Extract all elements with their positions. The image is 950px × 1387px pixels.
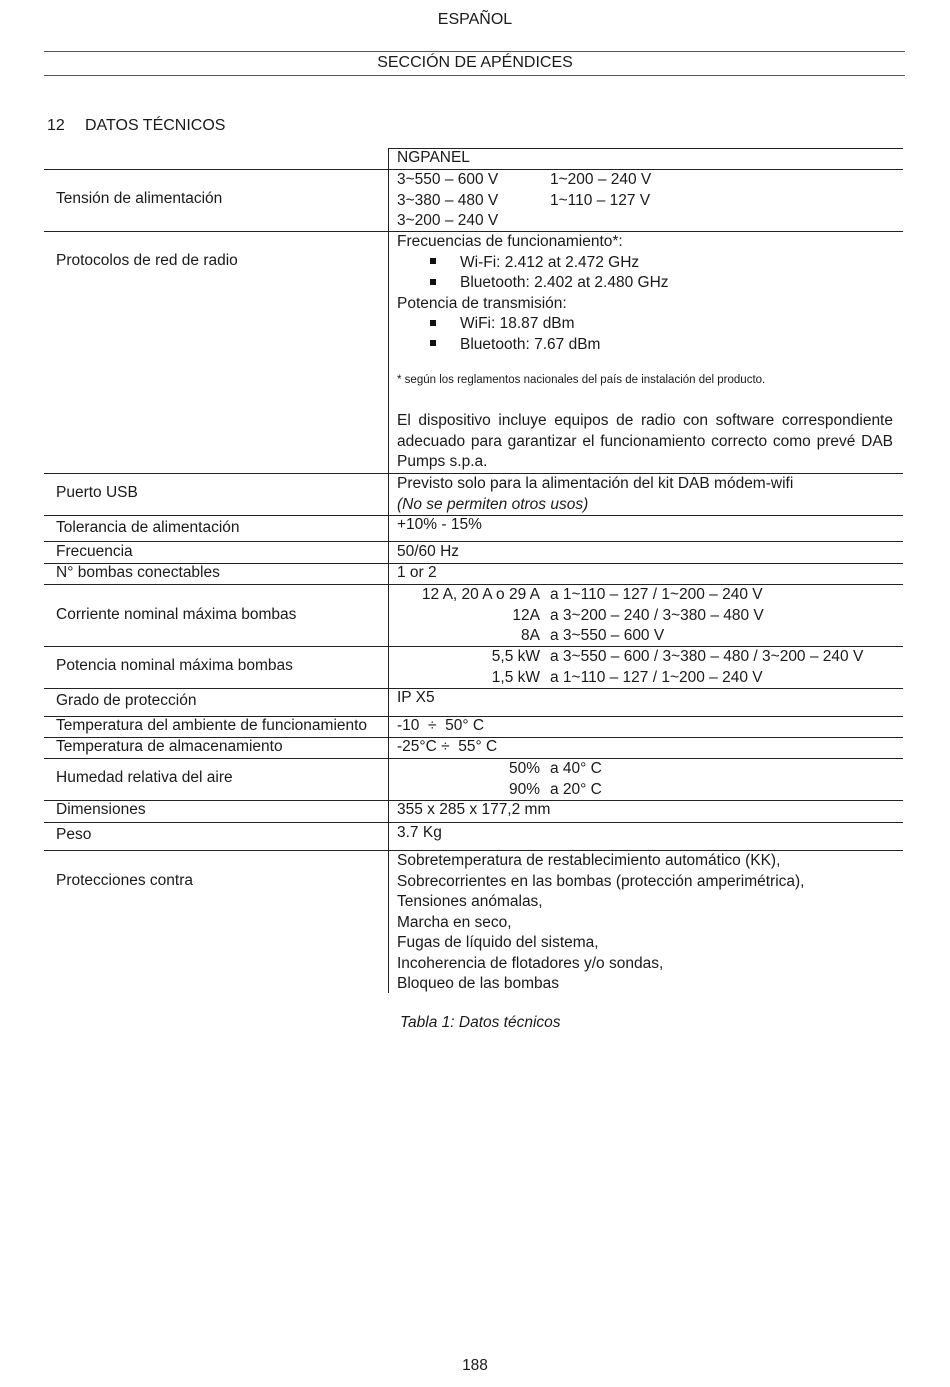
- radio-details: [397, 232, 669, 355]
- temp-alm-value: -25°C ÷ 55° C: [397, 738, 498, 755]
- table-column-divider: [388, 148, 389, 993]
- section-number: 12: [47, 117, 65, 134]
- bombas-value: 1 or 2: [397, 564, 437, 581]
- row-label-protecciones: Protecciones contra: [56, 872, 193, 889]
- row-label-potencia: Potencia nominal máxima bombas: [56, 657, 293, 674]
- freq-item: Wi-Fi: 2.412 at 2.472 GHz: [397, 253, 669, 274]
- bullet-icon: [430, 320, 436, 326]
- row-label-frecuencia: Frecuencia: [56, 543, 133, 560]
- tension-values-3ph: 3~550 – 600 V 3~380 – 480 V 3~200 – 240 V: [397, 171, 499, 229]
- list-item: Marcha en seco,: [397, 913, 512, 931]
- header-rule-bottom: [44, 75, 905, 76]
- peso-value: 3.7 Kg: [397, 824, 442, 841]
- table-rule: [44, 822, 903, 823]
- row-label-radio: Protocolos de red de radio: [56, 252, 238, 269]
- column-header: NGPANEL: [397, 149, 470, 166]
- page-number: 188: [462, 1357, 488, 1374]
- potencia-values: 5,5 kW a 3~550 – 600 / 3~380 – 480 / 3~200 – 240 V 1,5 kW a 1~110 – 127 / 1~200 – 240 V: [491, 648, 864, 686]
- bullet-icon: [430, 340, 436, 346]
- row-label-bombas: N° bombas conectables: [56, 564, 220, 581]
- tolerancia-value: +10% - 15%: [397, 516, 482, 533]
- temp-func-value: -10 ÷ 50° C: [397, 717, 485, 734]
- section-heading: [47, 117, 225, 135]
- row-label-tension: Tensión de alimentación: [56, 190, 223, 207]
- bullet-icon: [430, 258, 436, 264]
- freq-item: Bluetooth: 2.402 at 2.480 GHz: [397, 273, 669, 294]
- header-section: SECCIÓN DE APÉNDICES: [377, 54, 573, 71]
- list-item: Bloqueo de las bombas: [397, 975, 560, 992]
- list-item: Sobrecorrientes en las bombas (protección amperimétrica),: [397, 872, 805, 890]
- list-item: Fugas de líquido del sistema,: [397, 934, 599, 951]
- header-rule-top: [44, 51, 905, 52]
- table-rule: [44, 688, 903, 689]
- list-item: Tensiones anómalas,: [397, 893, 543, 910]
- row-label-humedad: Humedad relativa del aire: [56, 769, 233, 786]
- row-label-tolerancia: Tolerancia de alimentación: [56, 519, 240, 536]
- table-caption: Tabla 1: Datos técnicos: [400, 1014, 561, 1031]
- row-label-peso: Peso: [56, 826, 92, 843]
- radio-note: El dispositivo incluye equipos de radio con software correspondiente adecuado para garantizar el funcionamiento correcto como prevé DAB Pumps s.p.a.: [397, 412, 893, 470]
- header-language: ESPAÑOL: [437, 11, 513, 28]
- humedad-values: 50% a 40° C 90% a 20° C: [508, 760, 602, 798]
- dimensiones-value: 355 x 285 x 177,2 mm: [397, 801, 551, 818]
- power-title: Potencia de transmisión:: [397, 294, 567, 312]
- row-label-dimensiones: Dimensiones: [56, 801, 146, 818]
- power-item: Bluetooth: 7.67 dBm: [397, 335, 669, 356]
- corriente-values: 12 A, 20 A o 29 A a 1~110 – 127 / 1~200 – 240 V 12A a 3~200 – 240 / 3~380 – 480 V 8A a 3~550 – 600 V: [421, 586, 764, 644]
- row-label-temp-func: Temperatura del ambiente de funcionamiento: [56, 717, 368, 734]
- row-label-temp-alm: Temperatura de almacenamiento: [56, 738, 283, 755]
- row-label-usb: Puerto USB: [56, 484, 138, 501]
- row-label-corriente: Corriente nominal máxima bombas: [56, 606, 297, 623]
- freq-title: Frecuencias de funcionamiento*:: [397, 233, 623, 250]
- section-title: DATOS TÉCNICOS: [85, 117, 226, 134]
- list-item: Incoherencia de flotadores y/o sondas,: [397, 954, 664, 972]
- protecciones-list: [397, 851, 804, 995]
- list-item: Sobretemperatura de restablecimiento automático (KK),: [397, 852, 781, 869]
- tension-values-1ph: 1~200 – 240 V 1~110 – 127 V: [550, 171, 652, 209]
- grado-value: IP X5: [397, 689, 435, 706]
- row-label-grado: Grado de protección: [56, 692, 197, 709]
- power-item: WiFi: 18.87 dBm: [397, 314, 669, 335]
- usb-value: Previsto solo para la alimentación del kit DAB módem-wifi (No se permiten otros usos): [397, 475, 794, 513]
- bullet-icon: [430, 279, 436, 285]
- radio-footnote: * según los reglamentos nacionales del país de instalación del producto.: [397, 374, 766, 386]
- frecuencia-value: 50/60 Hz: [397, 543, 460, 560]
- table-rule: [44, 541, 903, 542]
